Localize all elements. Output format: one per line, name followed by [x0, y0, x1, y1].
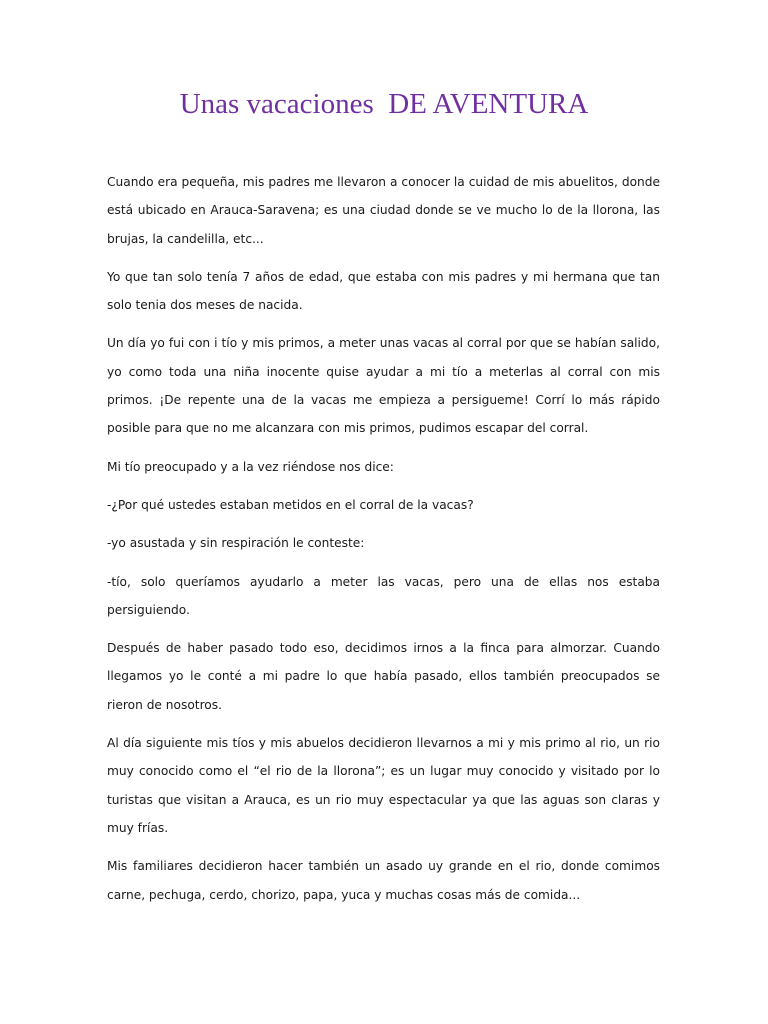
paragraph-9: Al día siguiente mis tíos y mis abuelos decidieron llevarnos a mi y mis primo al rio, un rio muy conocido como el “el rio de la llorona”; es un lugar muy conocido y visitado por lo turistas que visitan a Arauca, es un rio muy espectacular ya que las aguas son claras y muy frías. [107, 736, 660, 835]
document-title: Unas vacaciones DE AVENTURA [179, 88, 589, 120]
paragraph-10: Mis familiares decidieron hacer también un asado uy grande en el rio, donde comimos carne, pechuga, cerdo, chorizo, papa, yuca y muchas cosas más de comida... [107, 859, 660, 902]
document-body [107, 168, 660, 909]
paragraph-8: Después de haber pasado todo eso, decidimos irnos a la finca para almorzar. Cuando llegamos yo le conté a mi padre lo que había pasado, ellos también preocupados se rieron de nosotros. [107, 641, 660, 712]
paragraph-7: -tío, solo queríamos ayudarlo a meter las vacas, pero una de ellas nos estaba persiguiendo. [107, 574, 660, 617]
paragraph-3: Un día yo fui con i tío y mis primos, a meter unas vacas al corral por que se habían salido, yo como toda una niña inocente quise ayudar a mi tío a meterlas al corral con mis primos. ¡De repente una de la vacas me empieza a persigueme! Corrí lo más rápido posible para que no me alcanzara con mis primos, pudimos escapar del corral. [107, 336, 660, 436]
paragraph-5: -¿Por qué ustedes estaban metidos en el corral de la vacas? [107, 497, 474, 512]
paragraph-4: Mi tío preocupado y a la vez riéndose nos dice: [107, 459, 394, 474]
paragraph-1: Cuando era pequeña, mis padres me llevaron a conocer la cuidad de mis abuelitos, donde está ubicado en Arauca-Saravena; es una ciudad donde se ve mucho lo de la llorona, las brujas, la candelilla, etc... [107, 175, 660, 246]
paragraph-2: Yo que tan solo tenía 7 años de edad, que estaba con mis padres y mi hermana que tan solo tenia dos meses de nacida. [107, 269, 660, 313]
paragraph-6: -yo asustada y sin respiración le conteste: [107, 536, 365, 551]
